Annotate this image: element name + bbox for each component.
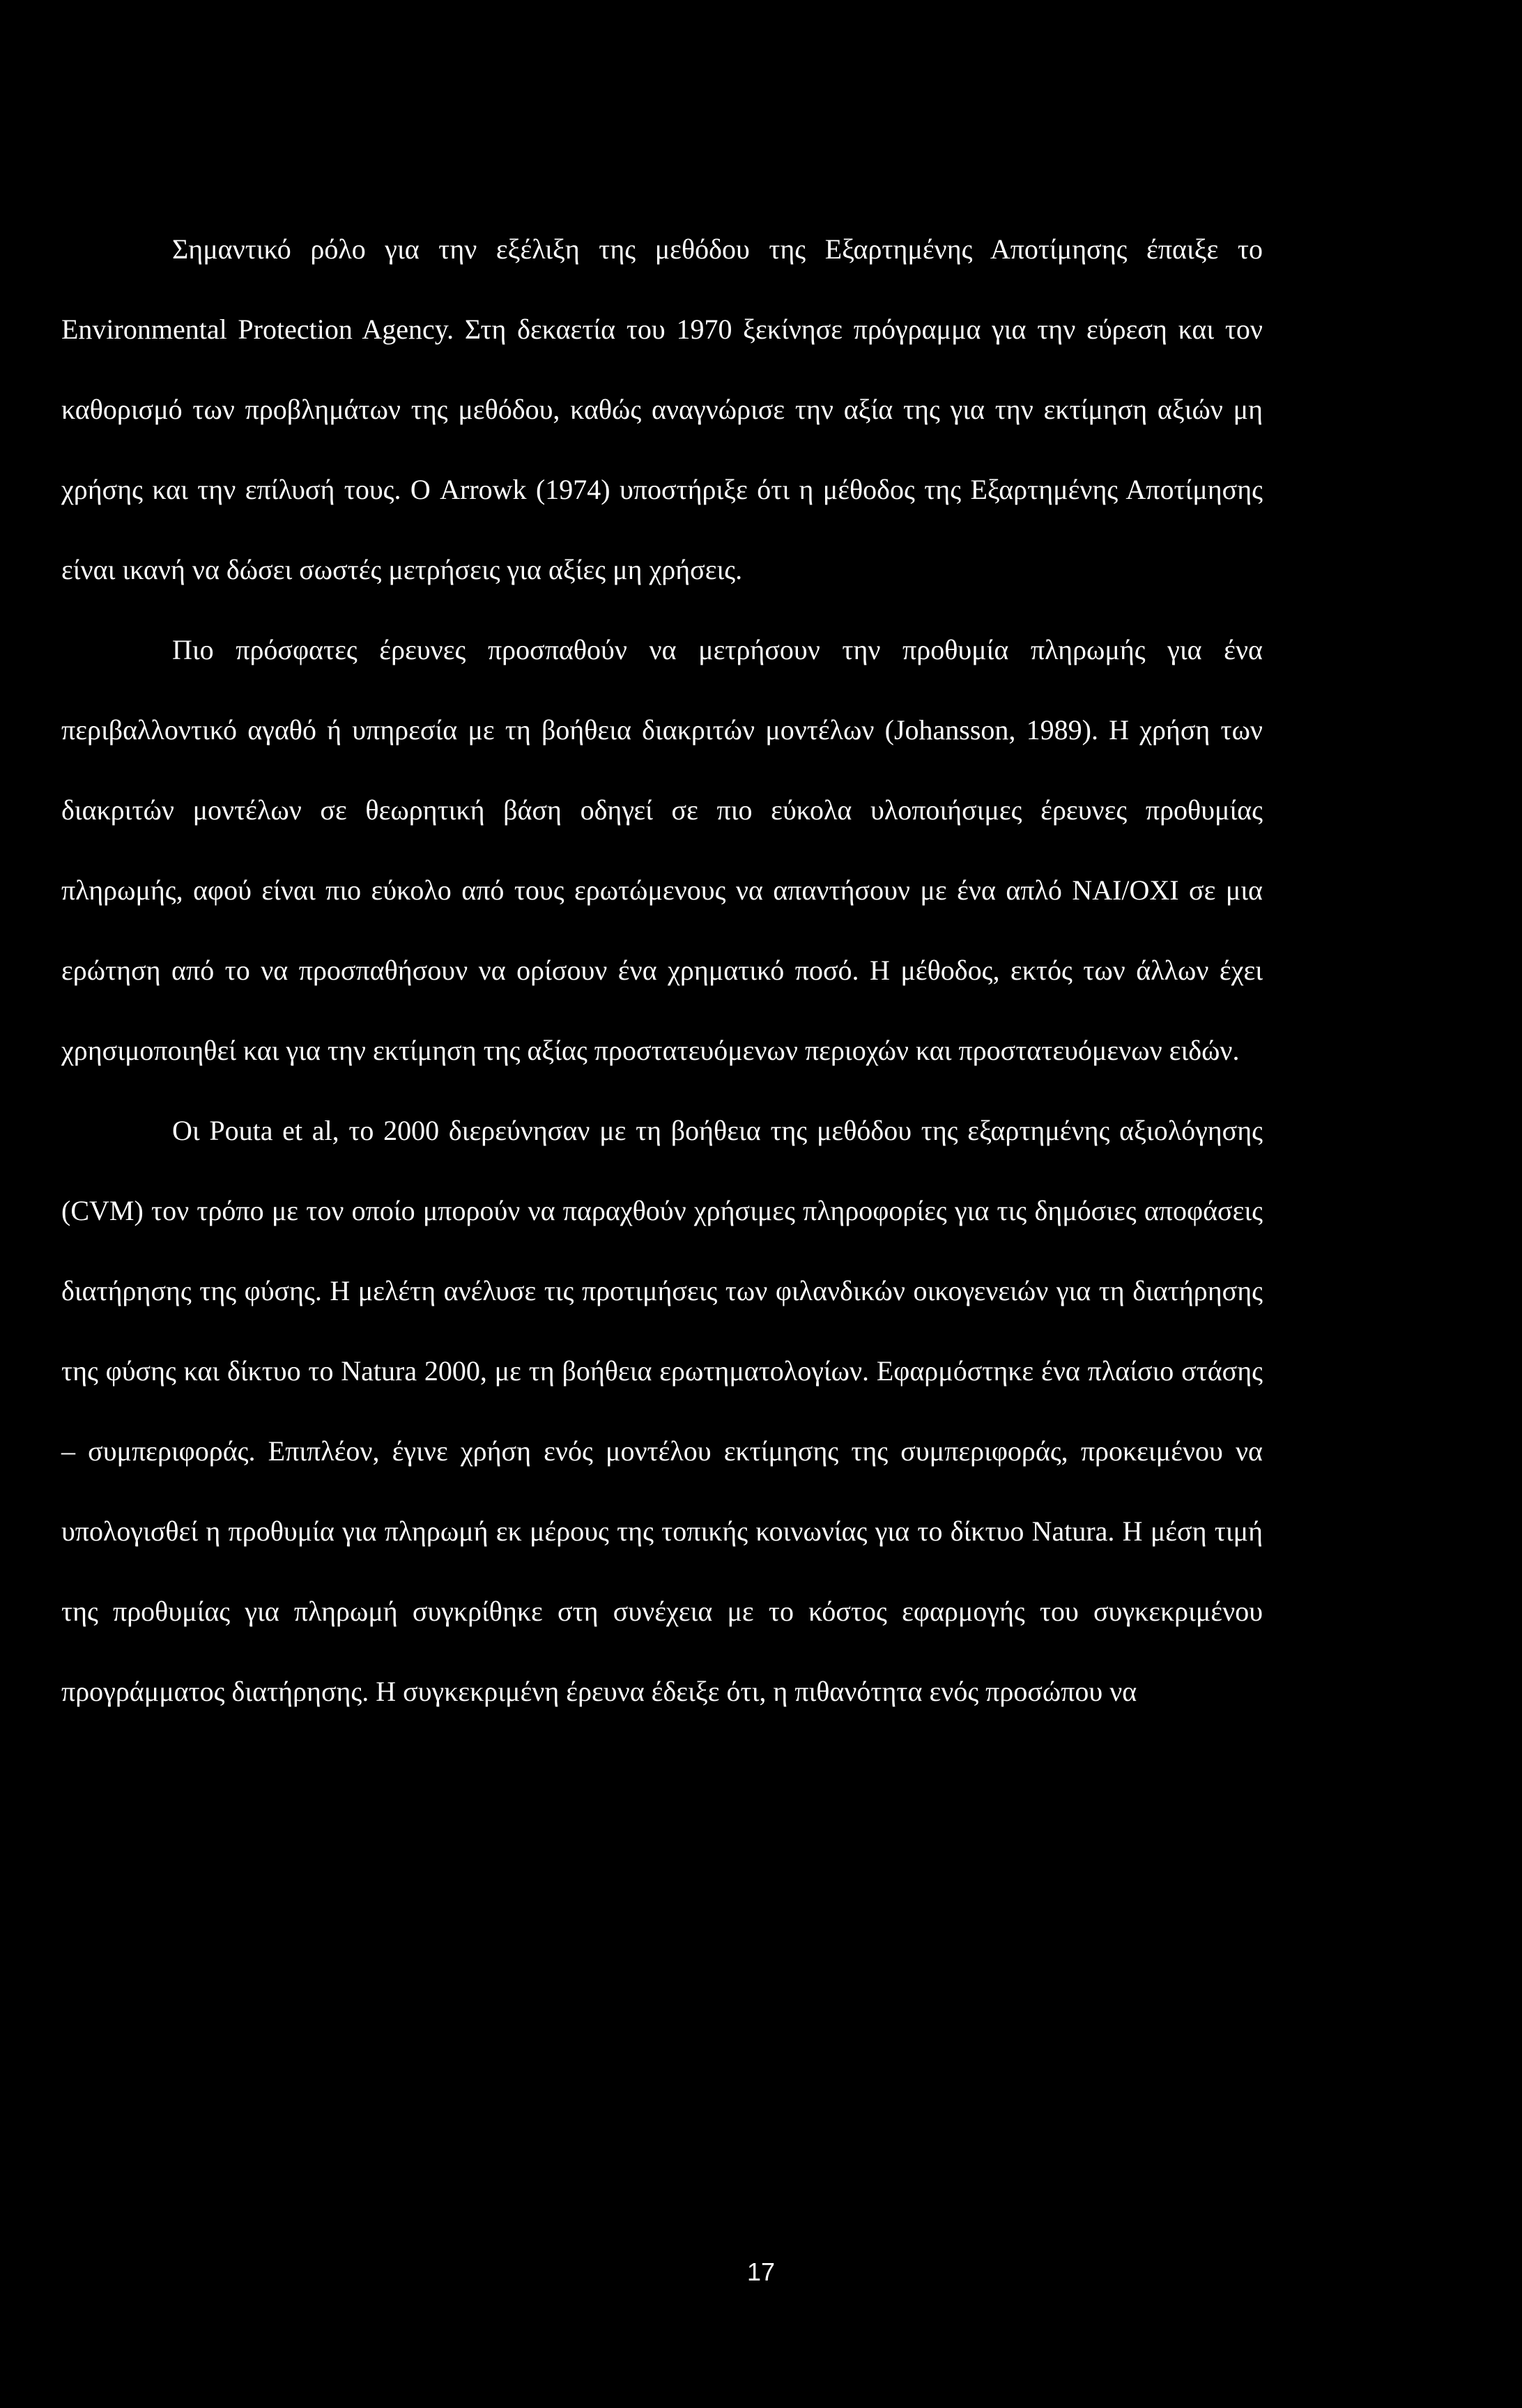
paragraph-1: Σημαντικό ρόλο για την εξέλιξη της μεθόδου της Εξαρτημένης Αποτίμησης έπαιξε το Environmental Protection Agency. Στη δεκαετία του 1970 ξεκίνησε πρόγραμμα για την εύρεση και τον καθορισμό των προβλημάτων της μεθόδου, καθώς αναγνώρισε την αξία της για την εκτίμηση αξιών μη χρήσης και την επίλυσή τους. Ο Arrowk (1974) υποστήριξε ότι η μέθοδος της Εξαρτημένης Αποτίμησης είναι ικανή να δώσει σωστές μετρήσεις για αξίες μη χρήσεις. <box>61 233 1263 585</box>
paragraph-2: Πιο πρόσφατες έρευνες προσπαθούν να μετρήσουν την προθυμία πληρωμής για ένα περιβαλλοντικό αγαθό ή υπηρεσία με τη βοήθεια διακριτών μοντέλων (Johansson, 1989). Η χρήση των διακριτών μοντέλων σε θεωρητική βάση οδηγεί σε πιο εύκολα υλοποιήσιμες έρευνες προθυμίας πληρωμής, αφού είναι πιο εύκολο από τους ερωτώμενους να απαντήσουν με ένα απλό ΝΑΙ/ΟΧΙ σε μια ερώτηση από το να προσπαθήσουν να ορίσουν ένα χρηματικό ποσό. Η μέθοδος, εκτός των άλλων έχει χρησιμοποιηθεί και για την εκτίμηση της αξίας προστατευόμενων περιοχών και προστατευόμενων ειδών. <box>61 634 1263 1066</box>
body-text <box>61 209 1263 1731</box>
page-number: 17 <box>746 2258 776 2286</box>
paragraph-3: Οι Pouta et al, το 2000 διερεύνησαν με τη βοήθεια της μεθόδου της εξαρτημένης αξιολόγησης (CVM) τον τρόπο με τον οποίο μπορούν να παραχθούν χρήσιμες πληροφορίες για τις δημόσιες αποφάσεις διατήρησης της φύσης. Η μελέτη ανέλυσε τις προτιμήσεις των φιλανδικών οικογενειών για τη διατήρησης της φύσης και δίκτυο το Natura 2000, με τη βοήθεια ερωτηματολογίων. Εφαρμόστηκε ένα πλαίσιο στάσης – συμπεριφοράς. Επιπλέον, έγινε χρήση ενός μοντέλου εκτίμησης της συμπεριφοράς, προκειμένου να υπολογισθεί η προθυμία για πληρωμή εκ μέρους της τοπικής κοινωνίας για το δίκτυο Natura. Η μέση τιμή της προθυμίας για πληρωμή συγκρίθηκε στη συνέχεια με το κόστος εφαρμογής του συγκεκριμένου προγράμματος διατήρησης. Η συγκεκριμένη έρευνα έδειξε ότι, η πιθανότητα ενός προσώπου να <box>61 1115 1263 1707</box>
